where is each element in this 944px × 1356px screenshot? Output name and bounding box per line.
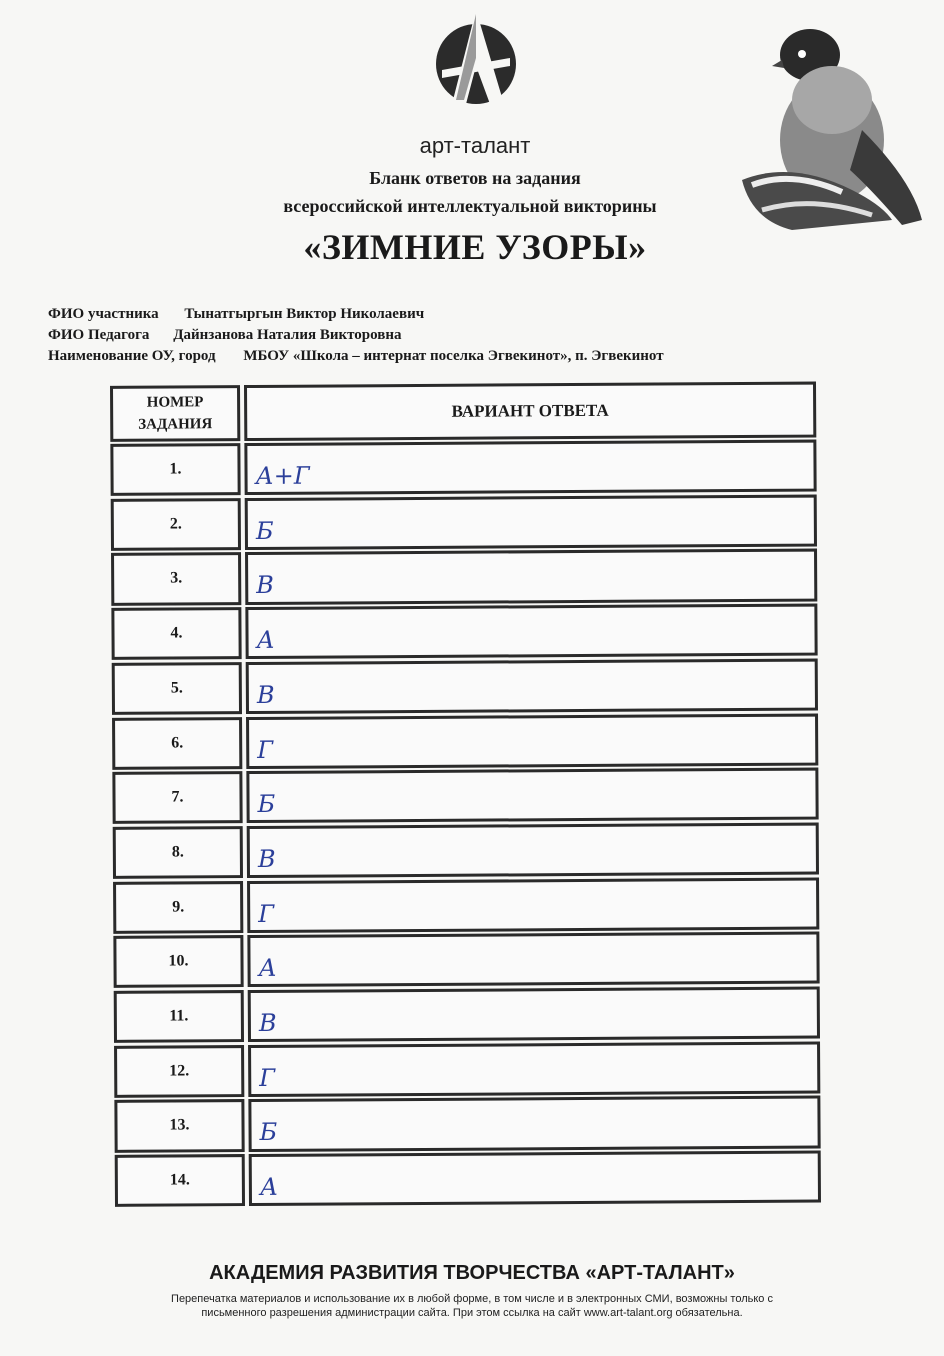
header-task-number xyxy=(110,385,240,442)
table-row xyxy=(92,987,820,1044)
table-row xyxy=(91,932,819,989)
header-task-number-line-1: НОМЕР xyxy=(146,394,204,411)
footer-note-line-1: Перепечатка материалов и использование их в любой форме, в том числе и в электронных СМИ, возможны только с xyxy=(171,1293,773,1305)
task-number: 8. xyxy=(113,826,243,879)
answer-cell xyxy=(247,822,819,878)
table-row xyxy=(89,494,817,551)
participant-value: Тынатгыргын Виктор Николаевич xyxy=(184,306,425,322)
answer-cell xyxy=(247,877,819,933)
handwritten-answer: А xyxy=(256,625,275,655)
footer-copyright-note xyxy=(40,1292,904,1320)
handwritten-answer: В xyxy=(257,844,276,873)
table-row xyxy=(89,549,817,606)
footer-note-line-2: письменного разрешения администрации сайта. При этом ссылка на сайт www.art-talant.org обязательна. xyxy=(201,1307,743,1319)
header-answer: ВАРИАНТ ОТВЕТА xyxy=(244,382,816,441)
task-number: 3. xyxy=(111,552,241,605)
answer-cell xyxy=(246,713,818,769)
answer-cell xyxy=(244,440,816,496)
school-value: МБОУ «Школа – интернат поселка Эгвекинот», п. Эгвекинот xyxy=(243,348,664,364)
bullfinch-illustration-icon xyxy=(732,20,932,238)
handwritten-answer: В xyxy=(256,680,275,709)
task-number: 5. xyxy=(112,662,242,715)
table-header-row xyxy=(88,382,816,442)
task-number: 10. xyxy=(113,935,243,988)
task-number: 2. xyxy=(111,498,241,551)
art-talant-logo-icon xyxy=(432,8,520,120)
handwritten-answer: А xyxy=(259,1172,279,1202)
table-row xyxy=(92,1096,820,1153)
handwritten-answer: Г xyxy=(259,1063,276,1092)
table-row xyxy=(90,658,818,715)
teacher-value: Дайнзанова Наталия Викторовна xyxy=(173,327,402,343)
task-number: 4. xyxy=(111,607,241,660)
task-number: 1. xyxy=(110,443,240,496)
teacher-info xyxy=(48,327,402,344)
table-row xyxy=(90,713,818,770)
answer-cell xyxy=(249,1151,821,1207)
table-row xyxy=(89,604,817,661)
handwritten-answer: А xyxy=(258,954,277,983)
teacher-label: ФИО Педагога xyxy=(48,327,150,343)
task-number: 12. xyxy=(114,1045,244,1098)
handwritten-answer: Б xyxy=(259,1118,278,1147)
school-label: Наименование ОУ, город xyxy=(48,348,216,364)
participant-label: ФИО участника xyxy=(48,306,159,322)
answer-cell xyxy=(247,932,819,988)
handwritten-answer: В xyxy=(258,1008,277,1037)
handwritten-answer: В xyxy=(256,571,274,600)
task-number: 13. xyxy=(114,1099,244,1152)
handwritten-answer: Б xyxy=(255,516,274,545)
task-number: 11. xyxy=(114,990,244,1043)
answer-cell xyxy=(245,604,817,660)
table-row xyxy=(92,1041,820,1098)
task-number: 6. xyxy=(112,717,242,770)
form-title-line-1: Бланк ответов на задания xyxy=(369,168,581,188)
quiz-title: «ЗИМНИЕ УЗОРЫ» xyxy=(303,227,647,267)
table-row xyxy=(90,768,818,825)
task-number: 7. xyxy=(112,771,242,824)
school-info xyxy=(48,348,664,365)
task-number: 9. xyxy=(113,881,243,934)
handwritten-answer: Г xyxy=(257,735,274,764)
participant-info xyxy=(48,306,424,323)
brand-name: арт-талант xyxy=(419,133,531,158)
handwritten-answer: Б xyxy=(257,790,276,819)
answer-cell xyxy=(246,658,818,714)
table-row xyxy=(88,440,816,497)
table-row xyxy=(93,1151,821,1208)
answer-cell xyxy=(248,1041,820,1097)
handwritten-answer: Г xyxy=(258,899,275,928)
answer-cell xyxy=(248,1096,820,1152)
header-task-number-line-2: ЗАДАНИЯ xyxy=(138,416,213,433)
answer-cell xyxy=(246,768,818,824)
answer-cell xyxy=(245,494,817,550)
handwritten-answer: А+Г xyxy=(255,461,310,490)
table-row xyxy=(91,822,819,879)
answer-cell xyxy=(248,987,820,1043)
footer-organization: АКАДЕМИЯ РАЗВИТИЯ ТВОРЧЕСТВА «АРТ-ТАЛАНТ» xyxy=(209,1262,735,1284)
task-number: 14. xyxy=(115,1154,245,1207)
answer-table xyxy=(88,382,821,1221)
answer-cell xyxy=(245,549,817,605)
table-row xyxy=(91,877,819,934)
form-title-line-2: всероссийской интеллектуальной викторины xyxy=(283,196,657,216)
